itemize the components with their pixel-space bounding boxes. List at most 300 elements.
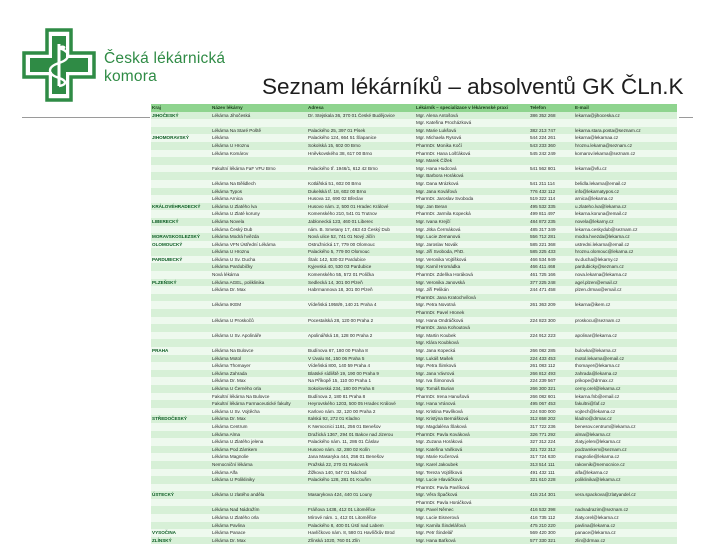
- cell-region: [151, 438, 211, 446]
- org-name: [104, 50, 225, 86]
- cell-pharmacy-name: Lékárna U Sv. Apolináře: [211, 332, 307, 340]
- cell-pharmacy-name: Lékárna U Hroznu: [211, 142, 307, 150]
- cell-address: Karlovo nám. 32, 120 00 Praha 2: [307, 408, 415, 416]
- cell-pharmacy-name: Lékárna Komárov: [211, 150, 307, 158]
- cell-pharmacy-name: Lékárna Dr. Max: [211, 377, 307, 385]
- cell-address: Budínova 67, 180 00 Praha 8: [307, 347, 415, 355]
- cell-pharmacy-name: Lékárna U Zlaté koruny: [211, 210, 307, 218]
- cell-address: Apolinářská 18, 128 00 Praha 2: [307, 332, 415, 340]
- cell-region: [151, 188, 211, 196]
- table-row: [151, 355, 677, 363]
- cell-phone: 466 534 949: [529, 256, 574, 264]
- cell-region: [151, 484, 211, 492]
- table-row: [151, 241, 677, 249]
- cell-region: [151, 400, 211, 408]
- cell-address: Pocestalská 28, 120 00 Praha 2: [307, 317, 415, 325]
- cell-region: [151, 339, 211, 347]
- table-row: [151, 469, 677, 477]
- cell-pharmacist: Mgr. Hana Vránová: [415, 400, 529, 408]
- cell-phone: [529, 294, 574, 302]
- cell-region: [151, 127, 211, 135]
- table-row: [151, 301, 677, 309]
- cell-phone: 416 735 112: [529, 514, 574, 522]
- cell-pharmacist: PharmDr. Irena Hanušová: [415, 393, 529, 401]
- cell-phone: 416 532 398: [529, 506, 574, 514]
- cell-phone: 569 420 300: [529, 529, 574, 537]
- cell-pharmacy-name: Lékárna U Proskočů: [211, 317, 307, 325]
- cell-region: [151, 294, 211, 302]
- cell-pharmacy-name: Lékárna U Hroznu: [211, 248, 307, 256]
- cell-pharmacist: PharmDr. Jarmila Kopecká: [415, 210, 529, 218]
- cell-region: [151, 309, 211, 317]
- cell-pharmacy-name: Lékárna Pod Zámkem: [211, 446, 307, 454]
- cell-pharmacist: Mgr. Věra Špačková: [415, 491, 529, 499]
- cell-pharmacist: Mgr. Marie Lukšová: [415, 127, 529, 135]
- cell-address: [307, 157, 415, 165]
- cell-pharmacist: Mgr. Hana Hudcová: [415, 165, 529, 173]
- cell-address: Ostružnická 17, 779 00 Olomouc: [307, 241, 415, 249]
- cell-pharmacy-name: Lékárna Novela: [211, 218, 307, 226]
- cell-address: [307, 309, 415, 317]
- cell-email: lekarna.koruna@email.cz: [574, 210, 677, 218]
- cell-region: [151, 150, 211, 158]
- cell-region: [151, 157, 211, 165]
- cell-pharmacy-name: Lékárna Dr. Max: [211, 415, 307, 423]
- cell-region: PLZEŇSKÝ: [151, 279, 211, 287]
- cell-email: [574, 172, 677, 180]
- cell-address: [307, 119, 415, 127]
- org-name-line1: Česká lékárnická: [104, 50, 226, 67]
- table-row: [151, 438, 677, 446]
- divider-right: [679, 117, 693, 118]
- cell-email: info@lekarnatypos.cz: [574, 188, 677, 196]
- cell-region: ZLÍNSKÝ: [151, 537, 211, 544]
- cell-phone: [529, 324, 574, 332]
- cell-region: KRÁLOVÉHRADECKÝ: [151, 203, 211, 211]
- cell-pharmacy-name: [211, 324, 307, 332]
- cell-email: komarov.lekarna@seznam.cz: [574, 150, 677, 158]
- cell-region: [151, 248, 211, 256]
- cell-pharmacy-name: Lékárna Motol: [211, 355, 307, 363]
- cell-phone: 261 363 209: [529, 301, 574, 309]
- cell-pharmacist: Mgr. Kateřina Procházková: [415, 119, 529, 127]
- cell-address: Budínova 2, 180 81 Praha 8: [307, 393, 415, 401]
- table-row: [151, 476, 677, 484]
- cell-phone: 386 352 268: [529, 112, 574, 120]
- cell-region: OLOMOUCKÝ: [151, 241, 211, 249]
- table-row: [151, 172, 677, 180]
- cell-email: vojtech@lekarna.cz: [574, 408, 677, 416]
- cell-phone: 585 225 433: [529, 248, 574, 256]
- cell-email: [574, 339, 677, 347]
- cell-region: [151, 332, 211, 340]
- cell-address: [307, 339, 415, 347]
- cell-phone: 312 658 202: [529, 415, 574, 423]
- cell-address: Sokolská 15, 602 00 Brno: [307, 142, 415, 150]
- cell-phone: 415 214 301: [529, 491, 574, 499]
- table-row: [151, 263, 677, 271]
- cell-pharmacist: Mgr. Jana Kopecká: [415, 347, 529, 355]
- cell-phone: 224 912 223: [529, 332, 574, 340]
- cell-address: Dukelská tř. 18, 602 00 Brno: [307, 188, 415, 196]
- cell-email: plzen.drmax@email.cz: [574, 286, 677, 294]
- cell-pharmacist: Mgr. Lukáš Mašek: [415, 355, 529, 363]
- pharmacy-cross-logo: [22, 28, 96, 102]
- table-row: [151, 248, 677, 256]
- cell-pharmacy-name: [211, 499, 307, 507]
- cell-pharmacist: Mgr. Petr Šindelář: [415, 529, 529, 537]
- table-row: [151, 370, 677, 378]
- cell-pharmacy-name: Lékárna U Polikliniky: [211, 476, 307, 484]
- cell-pharmacy-name: Lékárna Pavlina: [211, 522, 307, 530]
- cell-address: Palackého 8, 400 01 Ústí nad Labem: [307, 522, 415, 530]
- table-row: [151, 112, 677, 120]
- cell-pharmacy-name: [211, 309, 307, 317]
- table-row: [151, 286, 677, 294]
- cell-pharmacist: Mgr. Jitka Čermáková: [415, 226, 529, 234]
- cell-region: [151, 263, 211, 271]
- cell-pharmacy-name: Lékárna U Černého orla: [211, 385, 307, 393]
- cell-phone: 377 225 248: [529, 279, 574, 287]
- cell-region: [151, 461, 211, 469]
- cell-pharmacist: PharmDr. Monika Kočí: [415, 142, 529, 150]
- table-header-row: [151, 104, 677, 112]
- table-row: [151, 514, 677, 522]
- cell-phone: 321 722 312: [529, 446, 574, 454]
- cell-region: STŘEDOČESKÝ: [151, 415, 211, 423]
- cell-address: Pražská 22, 270 01 Rakovník: [307, 461, 415, 469]
- cell-region: [151, 377, 211, 385]
- table-row: [151, 324, 677, 332]
- cell-pharmacist: Mgr. Hana Baťková: [415, 537, 529, 544]
- cell-email: zlaty.jelen@lekarna.cz: [574, 438, 677, 446]
- table-row: [151, 453, 677, 461]
- cell-address: Vídeňská 1958/9, 140 21 Praha 4: [307, 301, 415, 309]
- table-row: [151, 119, 677, 127]
- table-row: [151, 446, 677, 454]
- cell-pharmacy-name: Nová lékárna: [211, 271, 307, 279]
- cell-pharmacy-name: Lékárna Jihočeská: [211, 112, 307, 120]
- cell-phone: 495 532 335: [529, 203, 574, 211]
- cell-email: lekarna@ikem.cz: [574, 301, 677, 309]
- cell-address: Sokolovská 234, 180 00 Praha 8: [307, 385, 415, 393]
- cell-pharmacy-name: Lékárna Na Bulovce: [211, 347, 307, 355]
- cell-phone: 585 221 368: [529, 241, 574, 249]
- cell-phone: 266 082 601: [529, 393, 574, 401]
- table-row: [151, 134, 677, 142]
- cell-address: Na Příkopě 15, 110 00 Praha 1: [307, 377, 415, 385]
- cell-address: Kyjevská 40, 530 03 Pardubice: [307, 263, 415, 271]
- table-row: [151, 188, 677, 196]
- cell-phone: 556 712 281: [529, 233, 574, 241]
- cell-phone: 224 433 453: [529, 355, 574, 363]
- cell-address: Palackého 128, 281 01 Kouřim: [307, 476, 415, 484]
- cell-email: bulovka@lekarna.cz: [574, 347, 677, 355]
- cell-phone: 491 432 111: [529, 469, 574, 477]
- cell-pharmacist: Mgr. Ivana Krejčí: [415, 218, 529, 226]
- cell-pharmacist: PharmDr. Hana Lošťáková: [415, 150, 529, 158]
- cell-pharmacy-name: Lékárna U Sv. Vojtěcha: [211, 408, 307, 416]
- cell-pharmacist: Mgr. Hana Ondráčková: [415, 317, 529, 325]
- cell-region: [151, 195, 211, 203]
- cell-pharmacy-name: [211, 294, 307, 302]
- table-row: [151, 142, 677, 150]
- cell-email: kladno@drmax.cz: [574, 415, 677, 423]
- cell-address: Kotlářská 51, 602 00 Brno: [307, 180, 415, 188]
- cell-email: ustredni.lekarna@email.cz: [574, 241, 677, 249]
- cell-phone: 382 213 747: [529, 127, 574, 135]
- cell-address: V Úvalu 84, 150 06 Praha 5: [307, 355, 415, 363]
- cell-phone: 461 725 166: [529, 271, 574, 279]
- cell-pharmacist: Mgr. Dana Mrázková: [415, 180, 529, 188]
- cell-pharmacist: Mgr. Petra Novotná: [415, 301, 529, 309]
- cell-region: [151, 453, 211, 461]
- cell-email: arnica@lekarna.cz: [574, 195, 677, 203]
- cell-region: [151, 408, 211, 416]
- cell-phone: 224 930 000: [529, 408, 574, 416]
- cell-phone: [529, 309, 574, 317]
- cell-email: belidla.lekarna@email.cz: [574, 180, 677, 188]
- cell-pharmacist: Mgr. Tomáš Burian: [415, 385, 529, 393]
- cell-pharmacy-name: Lékárna U Zlatého orla: [211, 514, 307, 522]
- table-row: [151, 203, 677, 211]
- cell-address: Jana Masaryka 444, 256 01 Benešov: [307, 453, 415, 461]
- table-row: [151, 529, 677, 537]
- cell-pharmacy-name: Lékárna Alfa: [211, 469, 307, 477]
- cell-pharmacist: Mgr. Marie Kučerová: [415, 453, 529, 461]
- cell-region: [151, 271, 211, 279]
- cell-address: Havlíčkovo nám. 8, 580 01 Havlíčkův Brod: [307, 529, 415, 537]
- cell-address: Heyrovského 1203, 500 05 Hradec Králové: [307, 400, 415, 408]
- cell-phone: [529, 339, 574, 347]
- table-row: [151, 347, 677, 355]
- cell-phone: 266 812 493: [529, 370, 574, 378]
- cell-phone: 485 317 349: [529, 226, 574, 234]
- cell-region: [151, 301, 211, 309]
- table-row: [151, 309, 677, 317]
- cell-email: lekarna.ceskydub@seznam.cz: [574, 226, 677, 234]
- cell-region: [151, 180, 211, 188]
- cell-email: nova.lekarna@lekarna.cz: [574, 271, 677, 279]
- cell-pharmacist: Mgr. Pavel Němec: [415, 506, 529, 514]
- cell-pharmacy-name: Lékárna Český Dub: [211, 226, 307, 234]
- cell-region: [151, 476, 211, 484]
- cell-address: Italská 92, 272 01 Kladno: [307, 415, 415, 423]
- cell-pharmacy-name: [211, 119, 307, 127]
- cell-region: [151, 210, 211, 218]
- table-row: [151, 408, 677, 416]
- cell-email: [574, 499, 677, 507]
- table-row: [151, 165, 677, 173]
- cell-phone: 327 312 224: [529, 438, 574, 446]
- cell-email: pardubicky@seznam.cz: [574, 263, 677, 271]
- cell-region: JIHOČESKÝ: [151, 112, 211, 120]
- column-header-email: E-mail: [574, 104, 677, 112]
- column-header-address: Adresa: [307, 104, 415, 112]
- cell-pharmacist: Mgr. Marek Čížek: [415, 157, 529, 165]
- cell-pharmacist: Mgr. Iva Šimonová: [415, 377, 529, 385]
- table-row: [151, 218, 677, 226]
- cell-pharmacy-name: Lékárna Arnica: [211, 195, 307, 203]
- table-row: [151, 461, 677, 469]
- cell-pharmacy-name: Lékárna Pardubičky: [211, 263, 307, 271]
- cell-pharmacist: PharmDr. Jana Kohoutová: [415, 324, 529, 332]
- cell-email: pavlina@lekarna.cz: [574, 522, 677, 530]
- cell-address: Dražická 1367, 294 01 Bakov nad Jizerou: [307, 431, 415, 439]
- cell-pharmacy-name: Lékárna Typos: [211, 188, 307, 196]
- table-row: [151, 499, 677, 507]
- cell-address: Vídeňská 800, 140 59 Praha 4: [307, 362, 415, 370]
- cell-region: MORAVSKOSLEZSKÝ: [151, 233, 211, 241]
- cell-pharmacist: Mgr. Kristina Pavlíková: [415, 408, 529, 416]
- cell-phone: 261 083 112: [529, 362, 574, 370]
- table-row: [151, 195, 677, 203]
- cell-region: [151, 370, 211, 378]
- cell-phone: 475 210 220: [529, 522, 574, 530]
- cell-pharmacy-name: Lékárna AGEL, poliklinika: [211, 279, 307, 287]
- cell-address: Zlínská 1020, 760 01 Zlín: [307, 537, 415, 544]
- cell-region: [151, 355, 211, 363]
- cell-pharmacist: PharmDr. Jaroslav Svoboda: [415, 195, 529, 203]
- cell-email: modra.hvezda@lekarna.cz: [574, 233, 677, 241]
- cell-email: novela@lekarny.cz: [574, 218, 677, 226]
- cell-email: magnolie@lekarna.cz: [574, 453, 677, 461]
- cell-pharmacist: Mgr. Magdaléna Šlaková: [415, 423, 529, 431]
- cell-phone: 244 471 458: [529, 286, 574, 294]
- cell-email: u.zlateho.lva@lekarna.cz: [574, 203, 677, 211]
- cell-region: [151, 506, 211, 514]
- cell-pharmacist: PharmDr. Jana Kratochvílová: [415, 294, 529, 302]
- cell-address: [307, 172, 415, 180]
- cell-pharmacist: Mgr. Kamil Hromádka: [415, 263, 529, 271]
- cell-pharmacy-name: Fakultní lékárna Na Bulovce: [211, 393, 307, 401]
- cell-email: panace@lekarna.cz: [574, 529, 677, 537]
- cell-email: [574, 157, 677, 165]
- cell-email: lekarna.fnb@email.cz: [574, 393, 677, 401]
- cell-pharmacist: Mgr. Jaroslav Novák: [415, 241, 529, 249]
- cell-region: [151, 362, 211, 370]
- table-row: [151, 377, 677, 385]
- cell-email: poliklinika@lekarna.cz: [574, 476, 677, 484]
- cell-pharmacy-name: Lékárna U Zlatého jelena: [211, 438, 307, 446]
- cell-address: [307, 294, 415, 302]
- cell-address: K Nemocnici 1161, 256 01 Benešov: [307, 423, 415, 431]
- cell-region: [151, 393, 211, 401]
- table-row: [151, 210, 677, 218]
- cell-email: lekarna@jihoceska.cz: [574, 112, 677, 120]
- table-row: [151, 522, 677, 530]
- cell-pharmacist: Mgr. Jana Kovářová: [415, 188, 529, 196]
- cell-phone: 776 432 112: [529, 188, 574, 196]
- cell-region: [151, 119, 211, 127]
- cell-address: Hněvkovského 38, 617 00 Brno: [307, 150, 415, 158]
- cell-region: PRAHA: [151, 347, 211, 355]
- table-row: [151, 127, 677, 135]
- cell-pharmacy-name: [211, 157, 307, 165]
- cell-pharmacist: Mgr. Tereza Vojtíšková: [415, 469, 529, 477]
- cell-phone: 224 823 300: [529, 317, 574, 325]
- cell-pharmacy-name: [211, 172, 307, 180]
- org-name-line2: komora: [104, 68, 157, 85]
- cell-pharmacist: Mgr. Jiří Pelikán: [415, 286, 529, 294]
- table-header: [151, 104, 677, 112]
- table-row: [151, 385, 677, 393]
- cell-pharmacist: Mgr. Martin Koubek: [415, 332, 529, 340]
- cell-region: ÚSTECKÝ: [151, 491, 211, 499]
- cell-pharmacist: Mgr. Zuzana Horáková: [415, 438, 529, 446]
- cell-pharmacist: Mgr. Lucie Hlaváčková: [415, 476, 529, 484]
- cell-address: nám. B. Smetany 17, 463 43 Český Dub: [307, 226, 415, 234]
- cell-pharmacist: Mgr. Alena Antošová: [415, 112, 529, 120]
- cell-region: [151, 165, 211, 173]
- table-row: [151, 294, 677, 302]
- cell-address: Palackého 25, 397 01 Písek: [307, 127, 415, 135]
- cell-phone: 466 411 468: [529, 263, 574, 271]
- table-row: [151, 271, 677, 279]
- cell-region: PARDUBICKÝ: [151, 256, 211, 264]
- cell-region: [151, 317, 211, 325]
- cell-pharmacist: Mgr. Kateřina Vaňková: [415, 446, 529, 454]
- table-row: [151, 317, 677, 325]
- cell-email: motol.lekarna@email.cz: [574, 355, 677, 363]
- table-body: [151, 112, 677, 544]
- cell-phone: 544 224 261: [529, 134, 574, 142]
- cell-pharmacy-name: Fakultní lékárna Farmaceutické fakulty: [211, 400, 307, 408]
- cell-pharmacist: Mgr. Michaela Rysová: [415, 134, 529, 142]
- column-header-pharmacy-name: Název lékárny: [211, 104, 307, 112]
- table-row: [151, 393, 677, 401]
- table-row: [151, 362, 677, 370]
- cell-address: Nová ulice 52, 741 01 Nový Jičín: [307, 233, 415, 241]
- cell-address: Fráňova 1438, 412 01 Litoměřice: [307, 506, 415, 514]
- cell-email: lekarna.stara.posta@seznam.cz: [574, 127, 677, 135]
- cell-pharmacy-name: Lékárna Centrum: [211, 423, 307, 431]
- cell-phone: 519 322 114: [529, 195, 574, 203]
- cell-pharmacy-name: Lékárna Alma: [211, 431, 307, 439]
- cell-address: Komenského 55, 572 01 Polička: [307, 271, 415, 279]
- cell-pharmacist: Mgr. Jiří Svoboda, PhD.: [415, 248, 529, 256]
- cell-pharmacist: Mgr. Kristýna Bernášková: [415, 415, 529, 423]
- cell-phone: 495 067 453: [529, 400, 574, 408]
- cell-address: Husovo nám. 2, 500 01 Hradec Králové: [307, 203, 415, 211]
- cell-address: Štalc 142, 530 02 Pardubice: [307, 256, 415, 264]
- cell-pharmacist: Mgr. Veronika Vojtíšková: [415, 256, 529, 264]
- cell-phone: [529, 157, 574, 165]
- cell-phone: 317 722 236: [529, 423, 574, 431]
- cell-phone: 577 330 321: [529, 537, 574, 544]
- cell-email: alma@lekarna.cz: [574, 431, 677, 439]
- cell-address: Blatské sídliště 19, 190 00 Praha 9: [307, 370, 415, 378]
- column-header-region: Kraj: [151, 104, 211, 112]
- cell-email: lekarna@lekarnaa.cz: [574, 134, 677, 142]
- cell-phone: 484 872 235: [529, 218, 574, 226]
- divider-left: [22, 117, 150, 118]
- cell-email: benesov.centrum@lekarna.cz: [574, 423, 677, 431]
- cell-address: [307, 499, 415, 507]
- table-row: [151, 484, 677, 492]
- table-row: [151, 256, 677, 264]
- cell-address: Sedlecká 14, 301 00 Plzeň: [307, 279, 415, 287]
- cell-phone: 545 242 249: [529, 150, 574, 158]
- cell-address: Palackého tř. 1946/1, 612 42 Brno: [307, 165, 415, 173]
- cell-email: hroznu.lekarna@seznam.cz: [574, 142, 677, 150]
- table-row: [151, 332, 677, 340]
- cell-pharmacy-name: Lékárna U Zlatého lva: [211, 203, 307, 211]
- cell-email: alfa@lekarna.cz: [574, 469, 677, 477]
- cell-pharmacy-name: Lékárna Dr. Max: [211, 537, 307, 544]
- cell-pharmacy-name: [211, 484, 307, 492]
- table-row: [151, 279, 677, 287]
